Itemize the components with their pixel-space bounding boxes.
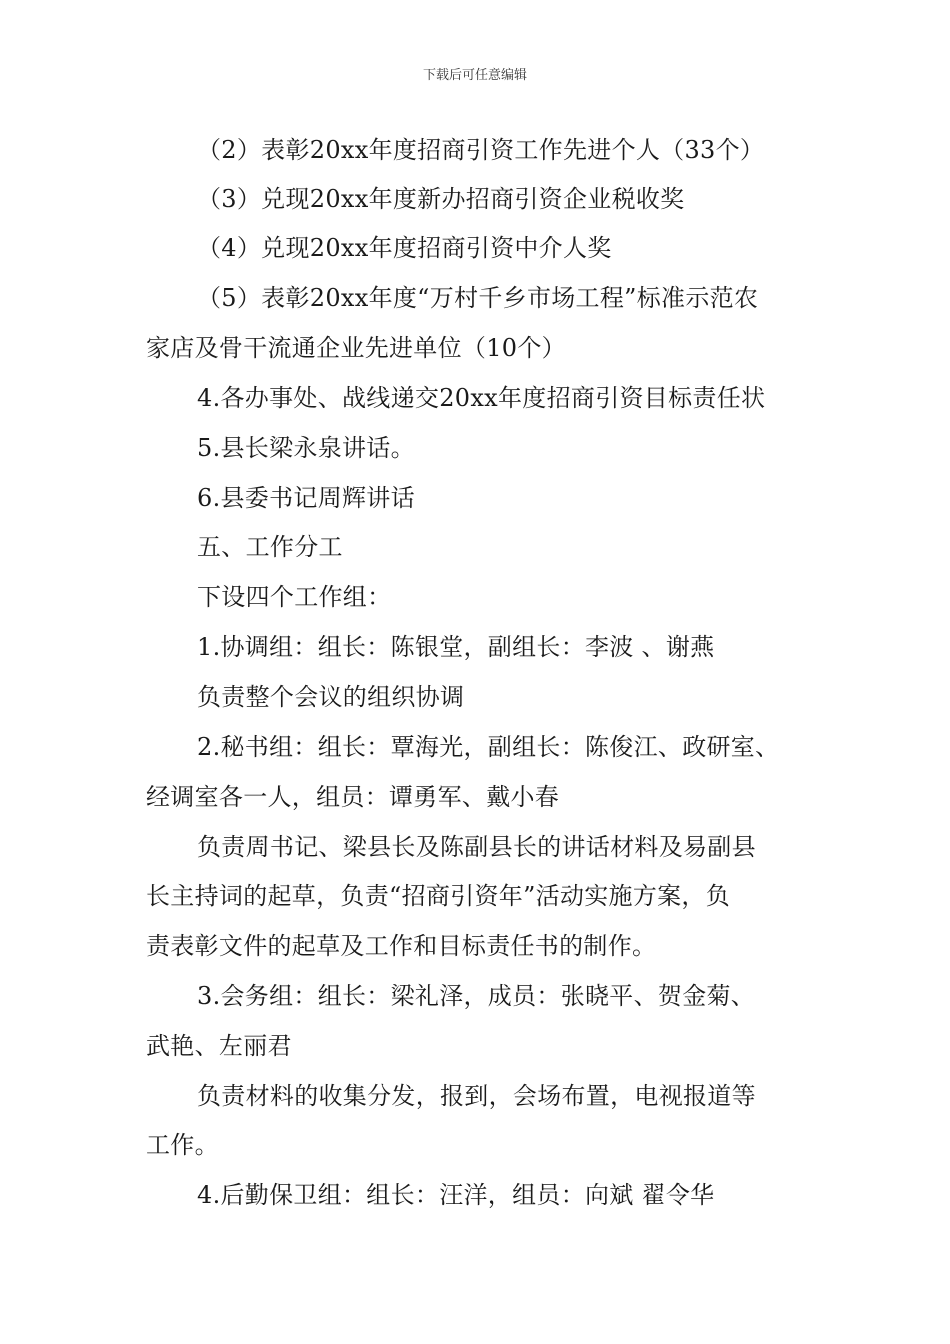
text-line: （2）表彰20xx年度招商引资工作先进个人（33个） [197,136,765,164]
text-line: 4.后勤保卫组：组长：汪洋，组员：向斌 翟令华 [197,1181,715,1209]
text-line: 家店及骨干流通企业先进单位（10个） [146,334,566,362]
text-line: 经调室各一人，组员：谭勇军、戴小春 [146,783,560,811]
text-line: 负责周书记、梁县长及陈副县长的讲话材料及易副县 [197,833,756,861]
text-line: 责表彰文件的起草及工作和目标责任书的制作。 [146,932,657,960]
text-line: 长主持词的起草，负责“招商引资年”活动实施方案，负 [146,882,731,910]
text-line: （3）兑现20xx年度新办招商引资企业税收奖 [197,185,685,213]
text-line: 负责材料的收集分发，报到，会场布置，电视报道等 [197,1082,756,1110]
text-line: 4.各办事处、战线递交20xx年度招商引资目标责任状 [197,384,766,412]
text-line: 负责整个会议的组织协调 [197,683,465,711]
text-line: （5）表彰20xx年度“万村千乡市场工程”标准示范农 [197,284,759,312]
text-line: 5.县长梁永泉讲话。 [197,434,415,462]
page-header-note: 下载后可任意编辑 [422,68,527,83]
text-line: 下设四个工作组： [197,583,392,611]
text-line: 6.县委书记周辉讲话 [197,484,415,512]
text-line: （4）兑现20xx年度招商引资中介人奖 [197,234,612,262]
text-line: 2.秘书组：组长：覃海光，副组长：陈俊江、政研室、 [197,733,780,761]
text-line: 武艳、左丽君 [146,1032,292,1060]
text-line: 3.会务组：组长：梁礼泽，成员：张晓平、贺金菊、 [197,982,756,1010]
text-line: 工作。 [146,1131,219,1159]
section-heading: 五、工作分工 [197,533,343,561]
text-line: 1.协调组：组长：陈银堂，副组长：李波 、谢燕 [197,633,715,661]
